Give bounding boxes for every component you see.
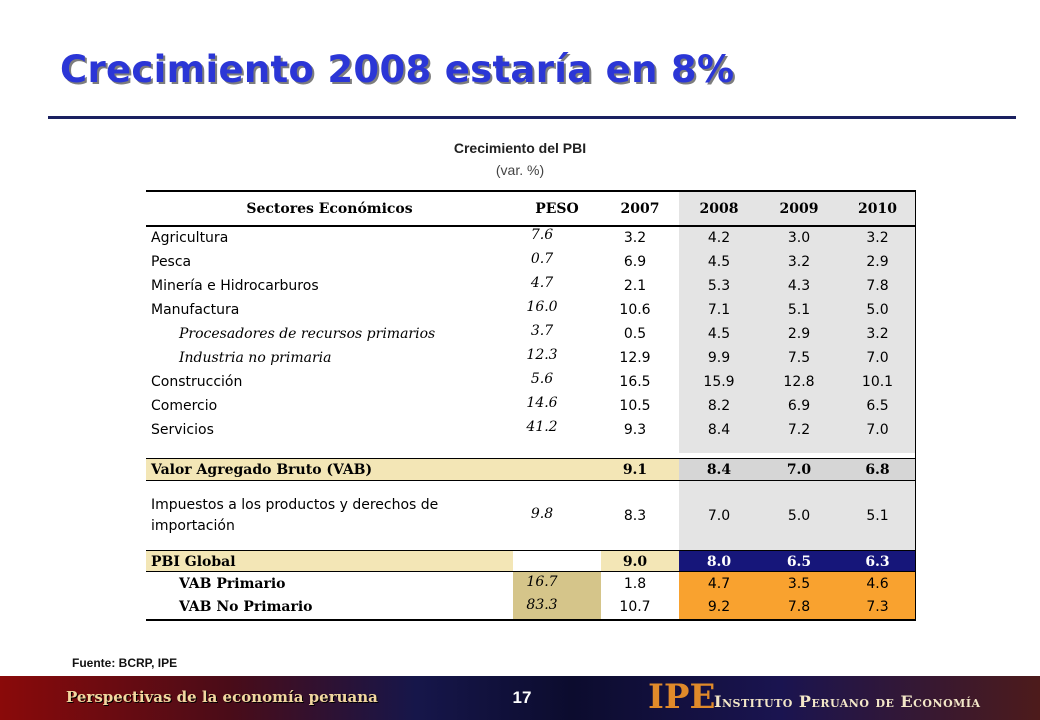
value-2007: 3.2 <box>623 230 647 246</box>
value-2008: 15.9 <box>703 374 735 390</box>
source-note: Fuente: BCRP, IPE <box>72 656 178 670</box>
value-2009: 4.3 <box>787 278 811 294</box>
header-2008: 2008 <box>699 200 739 217</box>
value-2008: 8.4 <box>707 422 731 438</box>
vab-primario-2008: 4.7 <box>707 575 731 592</box>
value-2009: 5.1 <box>787 302 811 318</box>
header-sectores: Sectores Económicos <box>246 200 413 217</box>
sector-name: Servicios <box>151 422 214 438</box>
value-2007: 6.9 <box>623 254 647 270</box>
sector-peso: 0.7 <box>530 251 554 267</box>
value-2008: 9.9 <box>707 350 731 366</box>
value-2010: 7.0 <box>866 422 889 438</box>
value-2008: 7.1 <box>707 302 731 318</box>
value-2010: 10.1 <box>861 374 894 390</box>
sector-name: Minería e Hidrocarburos <box>151 278 319 294</box>
pbi-2008: 8.0 <box>706 553 732 570</box>
sector-peso: 3.7 <box>530 323 554 339</box>
value-2007: 10.6 <box>619 302 651 318</box>
growth-table <box>146 190 916 621</box>
pbi-2010: 6.3 <box>865 553 890 570</box>
vab-no-primario-label: VAB No Primario <box>179 599 313 615</box>
value-2009: 12.8 <box>783 374 815 390</box>
value-2010: 3.2 <box>866 326 889 342</box>
ipe-logo: IPE <box>648 677 716 717</box>
impuestos-2007: 8.3 <box>623 508 647 524</box>
title-divider <box>48 116 1016 119</box>
sector-peso: 12.3 <box>526 347 558 363</box>
sector-name: Pesca <box>151 254 192 270</box>
value-2009: 7.5 <box>787 350 811 366</box>
value-2010: 7.0 <box>866 350 889 366</box>
value-2008: 4.5 <box>707 326 731 342</box>
vab-2008: 8.4 <box>706 461 732 478</box>
value-2010: 3.2 <box>866 230 889 246</box>
header-2007: 2007 <box>620 200 660 217</box>
vab-bottom-rule <box>146 480 916 481</box>
value-2007: 2.1 <box>623 278 647 294</box>
value-2010: 7.8 <box>866 278 889 294</box>
value-2008: 8.2 <box>707 398 731 414</box>
vab-primario-label: VAB Primario <box>179 575 286 592</box>
value-2007: 0.5 <box>623 326 647 342</box>
table-subtitle: (var. %) <box>495 162 545 178</box>
impuestos-2009: 5.0 <box>787 508 811 524</box>
value-2010: 6.5 <box>866 398 889 414</box>
vab-primario-2007: 1.8 <box>623 575 647 592</box>
pbi-2007: 9.0 <box>622 553 648 570</box>
value-2010: 5.0 <box>866 302 889 318</box>
value-2007: 12.9 <box>619 350 651 366</box>
header-peso: PESO <box>535 200 579 217</box>
sector-peso: 4.7 <box>530 275 554 291</box>
table-title: Crecimiento del PBI <box>453 140 587 156</box>
impuestos-peso: 9.8 <box>530 506 554 522</box>
value-2007: 16.5 <box>619 374 651 390</box>
sector-name: Manufactura <box>151 302 240 318</box>
value-2008: 4.2 <box>707 230 731 246</box>
sector-peso: 7.6 <box>530 227 554 243</box>
impuestos-2010: 5.1 <box>866 508 889 524</box>
vab-2009: 7.0 <box>786 461 812 478</box>
header-2009: 2009 <box>779 200 819 217</box>
sector-peso: 16.0 <box>526 299 558 315</box>
value-2008: 5.3 <box>707 278 731 294</box>
value-2008: 4.5 <box>707 254 731 270</box>
vab-2007: 9.1 <box>622 461 648 478</box>
page-number: 17 <box>512 688 532 707</box>
sector-peso: 5.6 <box>530 371 554 387</box>
vab-primario-2010: 4.6 <box>866 575 889 592</box>
value-2009: 3.2 <box>787 254 811 270</box>
slide-title: Crecimiento 2008 estaría en 8% <box>60 48 735 91</box>
impuestos-label: Impuestos a los productos y derechos de importación <box>151 497 439 534</box>
sector-name: Construcción <box>151 374 243 390</box>
sector-name: Comercio <box>151 398 218 414</box>
sector-peso: 41.2 <box>526 419 558 435</box>
sector-peso: 14.6 <box>526 395 558 411</box>
sector-name: Agricultura <box>151 230 229 246</box>
vab-no-primario-peso: 83.3 <box>526 597 558 613</box>
impuestos-2008: 7.0 <box>707 508 731 524</box>
value-2009: 2.9 <box>787 326 811 342</box>
sector-name: Industria no primaria <box>179 350 332 366</box>
vab-primario-peso: 16.7 <box>526 573 558 590</box>
institute-name: Instituto Peruano de Economía <box>714 692 981 711</box>
table-bottom-rule <box>146 619 916 621</box>
footer-presentation-title: Perspectivas de la economía peruana <box>66 688 378 706</box>
value-2009: 6.9 <box>787 398 811 414</box>
vab-primario-2009: 3.5 <box>787 575 811 592</box>
vab-no-primario-2007: 10.7 <box>619 599 651 615</box>
value-2007: 10.5 <box>619 398 651 414</box>
value-2009: 7.2 <box>787 422 811 438</box>
sector-name: Procesadores de recursos primarios <box>179 326 436 342</box>
vab-no-primario-2008: 9.2 <box>707 599 731 615</box>
value-2007: 9.3 <box>623 422 647 438</box>
vab-2010: 6.8 <box>865 461 890 478</box>
value-2009: 3.0 <box>787 230 811 246</box>
vab-no-primario-2009: 7.8 <box>787 599 811 615</box>
vab-no-primario-2010: 7.3 <box>866 599 889 615</box>
pbi-2009: 6.5 <box>786 553 812 570</box>
vab-label: Valor Agregado Bruto (VAB) <box>151 461 373 478</box>
value-2010: 2.9 <box>866 254 889 270</box>
pbi-label: PBI Global <box>151 553 236 570</box>
header-2010: 2010 <box>858 200 897 217</box>
